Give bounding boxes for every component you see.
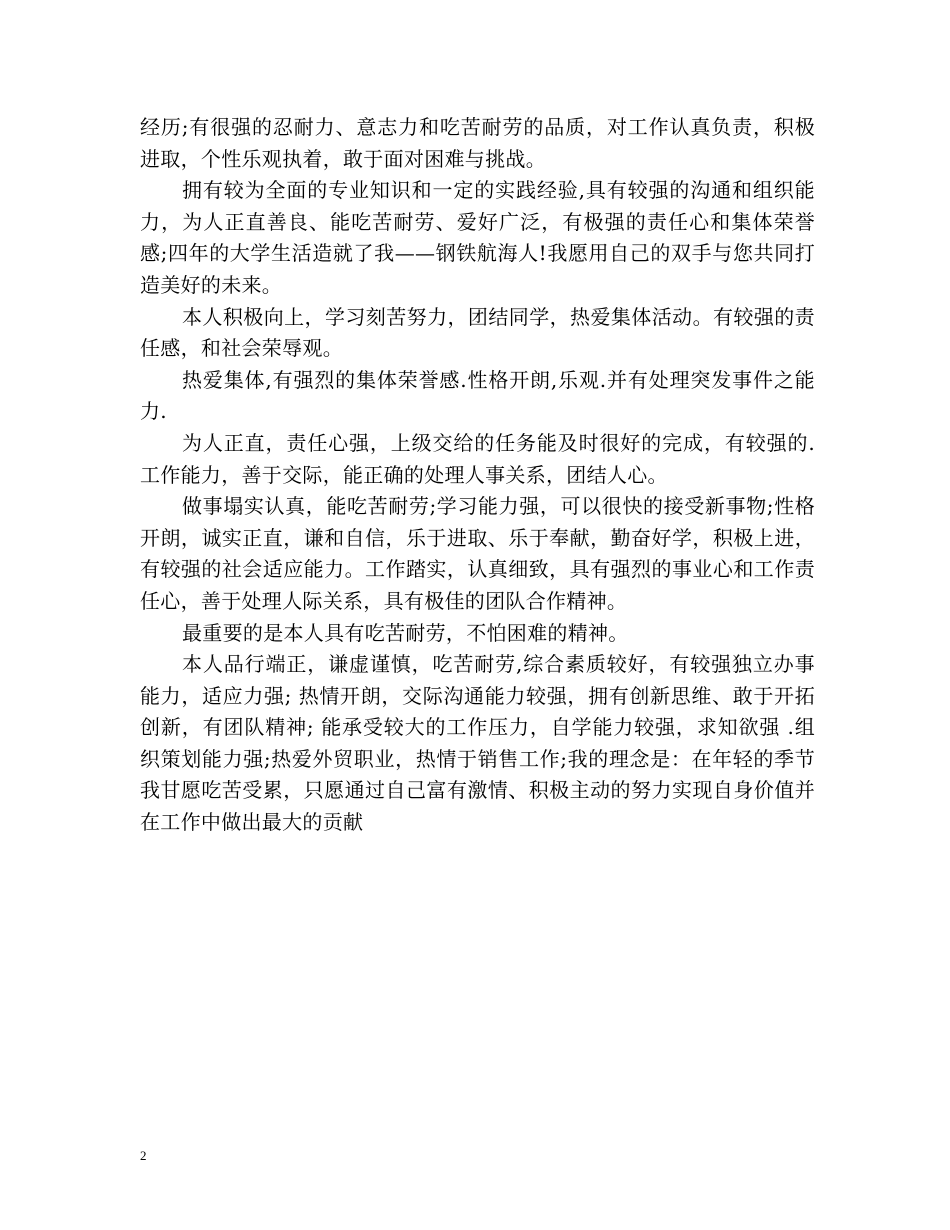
paragraph-3: 本人积极向上，学习刻苦努力，团结同学，热爱集体活动。有较强的责任感，和社会荣辱观。 <box>140 304 815 361</box>
paragraph-5: 为人正直，责任心强，上级交给的任务能及时很好的完成，有较强的.工作能力，善于交际，能正确的处理人事关系，团结人心。 <box>140 430 815 487</box>
paragraph-6: 做事塌实认真，能吃苦耐劳;学习能力强，可以很快的接受新事物;性格开朗，诚实正直，谦和自信，乐于进取、乐于奉献，勤奋好学，积极上进，有较强的社会适应能力。工作踏实，认真细致，具有强烈的事业心和工作责任心，善于处理人际关系，具有极佳的团队合作精神。 <box>140 494 815 613</box>
document-body <box>140 112 815 839</box>
paragraph-7: 最重要的是本人具有吃苦耐劳，不怕困难的精神。 <box>182 620 629 645</box>
page-number: 2 <box>140 1148 147 1163</box>
paragraph-1: 经历;有很强的忍耐力、意志力和吃苦耐劳的品质，对工作认真负责，积极进取，个性乐观执着，敢于面对困难与挑战。 <box>140 115 815 171</box>
paragraph-2: 拥有较为全面的专业知识和一定的实践经验,具有较强的沟通和组织能力，为人正直善良、能吃苦耐劳、爱好广泛，有极强的责任心和集体荣誉感;四年的大学生活造就了我——钢铁航海人!我愿用自己的双手与您共同打造美好的未来。 <box>140 178 815 297</box>
paragraph-4: 热爱集体,有强烈的集体荣誉感.性格开朗,乐观.并有处理突发事件之能力. <box>140 367 815 424</box>
paragraph-8: 本人品行端正，谦虚谨慎，吃苦耐劳,综合素质较好，有较强独立办事能力，适应力强; 热情开朗，交际沟通能力较强，拥有创新思维、敢于开拓创新，有团队精神; 能承受较大的工作压力，自学能力较强，求知欲强 .组织策划能力强;热爱外贸职业，热情于销售工作;我的理念是：在年轻的季节我甘愿吃苦受累，只愿通过自己富有激情、积极主动的努力实现自身价值并在工作中做出最大的贡献 <box>140 652 815 835</box>
